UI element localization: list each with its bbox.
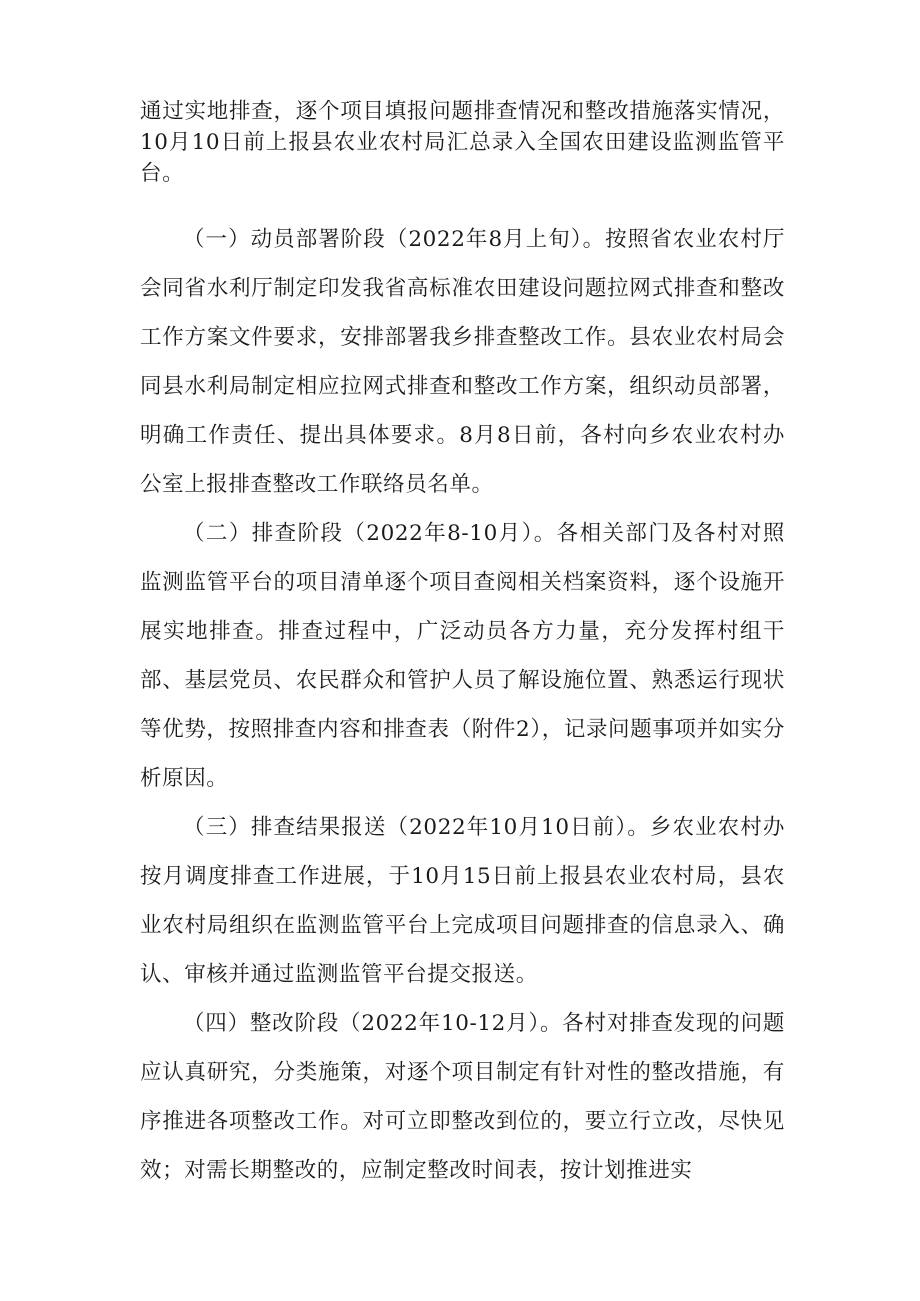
paragraph-rectification-stage: （四）整改阶段（2022年10-12月）。各村对排查发现的问题应认真研究，分类施策，对逐个项目制定有针对性的整改措施，有序推进各项整改工作。对可立即整改到位的，要立行立改，尽快见效；对需长期整改的，应制定整改时间表，按计划推进实 — [140, 1011, 785, 1183]
paragraph-inspection-stage: （二）排查阶段（2022年8-10月）。各相关部门及各村对照监测监管平台的项目清单逐个项目查阅相关档案资料，逐个设施开展实地排查。排查过程中，广泛动员各方力量，充分发挥村组干部、基层党员、农民群众和管护人员了解设施位置、熟悉运行现状等优势，按照排查内容和排查表（附件2），记录问题事项并如实分析原因。 — [140, 521, 785, 791]
paragraph-continuation: 通过实地排查，逐个项目填报问题排查情况和整改措施落实情况，10月10日前上报县农业农村局汇总录入全国农田建设监测监管平台。 — [140, 99, 785, 186]
paragraph-result-reporting: （三）排查结果报送（2022年10月10日前）。乡农业农村办按月调度排查工作进展，于10月15日前上报县农业农村局，县农业农村局组织在监测监管平台上完成项目问题排查的信息录入、确认、审核并通过监测监管平台提交报送。 — [140, 815, 785, 987]
document-body — [140, 96, 785, 1195]
paragraph-mobilization-stage: （一）动员部署阶段（2022年8月上旬）。按照省农业农村厅会同省水利厅制定印发我省高标准农田建设问题拉网式排查和整改工作方案文件要求，安排部署我乡排查整改工作。县农业农村局会同县水利局制定相应拉网式排查和整改工作方案，组织动员部署，明确工作责任、提出具体要求。8月8日前，各村向乡农业农村办公室上报排查整改工作联络员名单。 — [140, 227, 785, 497]
